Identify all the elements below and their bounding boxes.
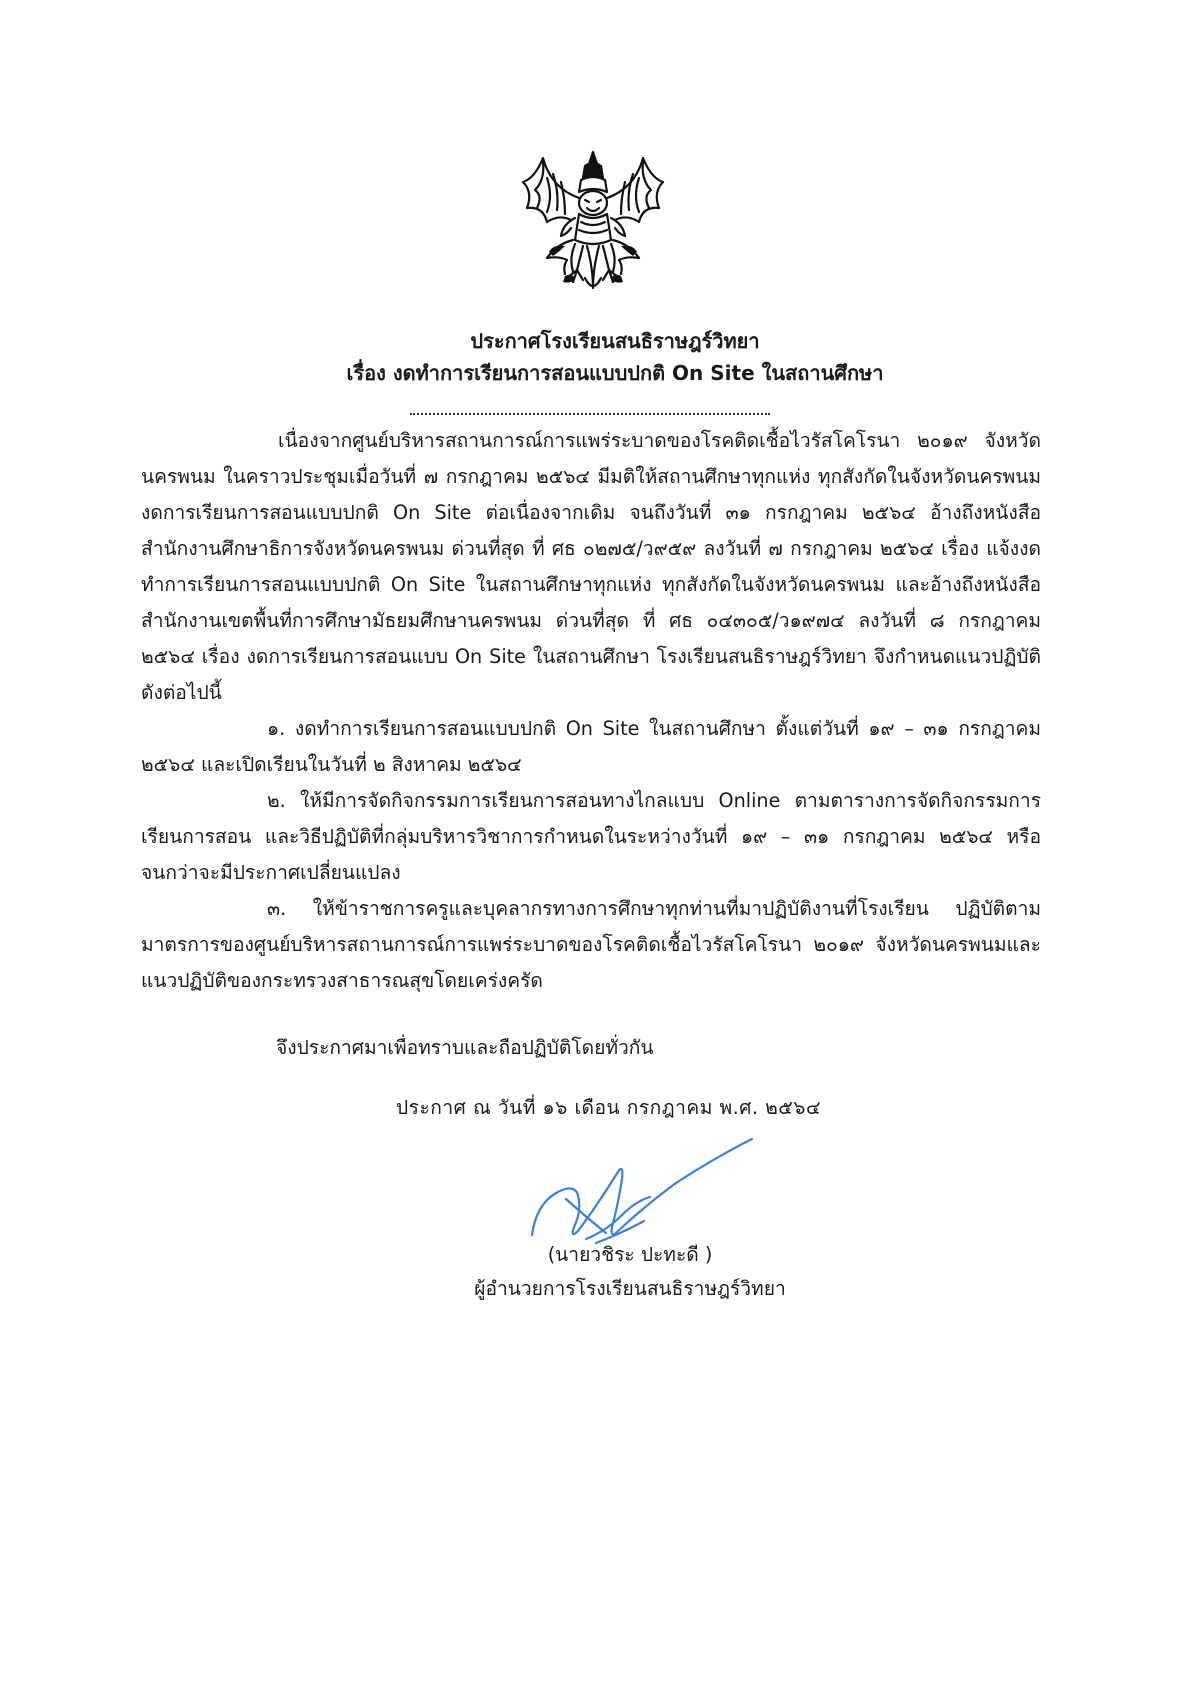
handwritten-signature-icon bbox=[526, 1135, 756, 1245]
announcement-header bbox=[0, 325, 1188, 389]
announcement-title: ประกาศโรงเรียนสนธิราษฎร์วิทยา bbox=[470, 329, 760, 353]
announcement-date: ประกาศ ณ วันที่ ๑๖ เดือน กรกฎาคม พ.ศ. ๒๕๖๔ bbox=[396, 1096, 821, 1119]
item-1-block bbox=[141, 711, 1041, 783]
intro-paragraph: เนื่องจากศูนย์บริหารสถานการณ์การแพร่ระบาดของโรคติดเชื้อไวรัสโคโรนา ๒๐๑๙ จังหวัดนครพนม ในคราวประชุมเมื่อวันที่ ๗ กรกฎาคม ๒๕๖๔ มีมติให้สถานศึกษาทุกแห่ง ทุกสังกัดในจังหวัดนครพนม งดการเรียนการสอนแบบปกติ On Site ต่อเนื่องจากเดิม จนถึงวันที่ ๓๑ กรกฎาคม ๒๕๖๔ อ้างถึงหนังสือสำนักงานศึกษาธิการจังหวัดนครพนม ด่วนที่สุด ที่ ศธ ๐๒๗๕/ว๙๕๙ ลงวันที่ ๗ กรกฎาคม ๒๕๖๔ เรื่อง แจ้งงดทำการเรียนการสอนแบบปกติ On Site ในสถานศึกษาทุกแห่ง ทุกสังกัดในจังหวัดนครพนม และอ้างถึงหนังสือสำนักงานเขตพื้นที่การศึกษามัธยมศึกษานครพนม ด่วนที่สุด ที่ ศธ ๐๔๓๐๕/ว๑๙๗๔ ลงวันที่ ๘ กรกฎาคม ๒๕๖๔ เรื่อง งดการเรียนการสอนแบบ On Site ในสถานศึกษา โรงเรียนสนธิราษฎร์วิทยา จึงกำหนดแนวปฏิบัติดังต่อไปนี้ bbox=[141, 429, 1041, 704]
item-2-block bbox=[141, 783, 1041, 891]
closing-statement: จึงประกาศมาเพื่อทราบและถือปฏิบัติโดยทั่วกัน bbox=[276, 1036, 654, 1059]
item-3-block bbox=[141, 891, 1041, 999]
signatory-name: (นายวชิระ ปะทะดี ) bbox=[547, 1243, 713, 1266]
list-item-3: ๓. ให้ข้าราชการครูและบุคลากรทางการศึกษาทุกท่านที่มาปฏิบัติงานที่โรงเรียน ปฏิบัติตามมาตรการของศูนย์บริหารสถานการณ์การแพร่ระบาดของโรคติดเชื้อไวรัสโคโรนา ๒๐๑๙ จังหวัดนครพนมและแนวปฏิบัติของกระทรวงสาธารณสุขโดยเคร่งครัด bbox=[141, 897, 1041, 992]
list-item-1: ๑. งดทำการเรียนการสอนแบบปกติ On Site ในสถานศึกษา ตั้งแต่วันที่ ๑๙ – ๓๑ กรกฎาคม ๒๕๖๔ และเปิดเรียนในวันที่ ๒ สิงหาคม ๒๕๖๔ bbox=[141, 717, 1041, 776]
title-separator bbox=[410, 407, 770, 415]
signatory-position: ผู้อำนวยการโรงเรียนสนธิราษฎร์วิทยา bbox=[474, 1277, 786, 1300]
list-item-2: ๒. ให้มีการจัดกิจกรรมการเรียนการสอนทางไกลแบบ Online ตามตารางการจัดกิจกรรมการเรียนการสอน และวิธีปฏิบัติที่กลุ่มบริหารวิชาการกำหนดในระหว่างวันที่ ๑๙ – ๓๑ กรกฎาคม ๒๕๖๔ หรือจนกว่าจะมีประกาศเปลี่ยนแปลง bbox=[141, 789, 1041, 884]
garuda-emblem-icon bbox=[513, 148, 673, 298]
body-intro-block bbox=[141, 423, 1041, 711]
announcement-subject: เรื่อง งดทำการเรียนการสอนแบบปกติ On Site ในสถานศึกษา bbox=[346, 361, 884, 385]
